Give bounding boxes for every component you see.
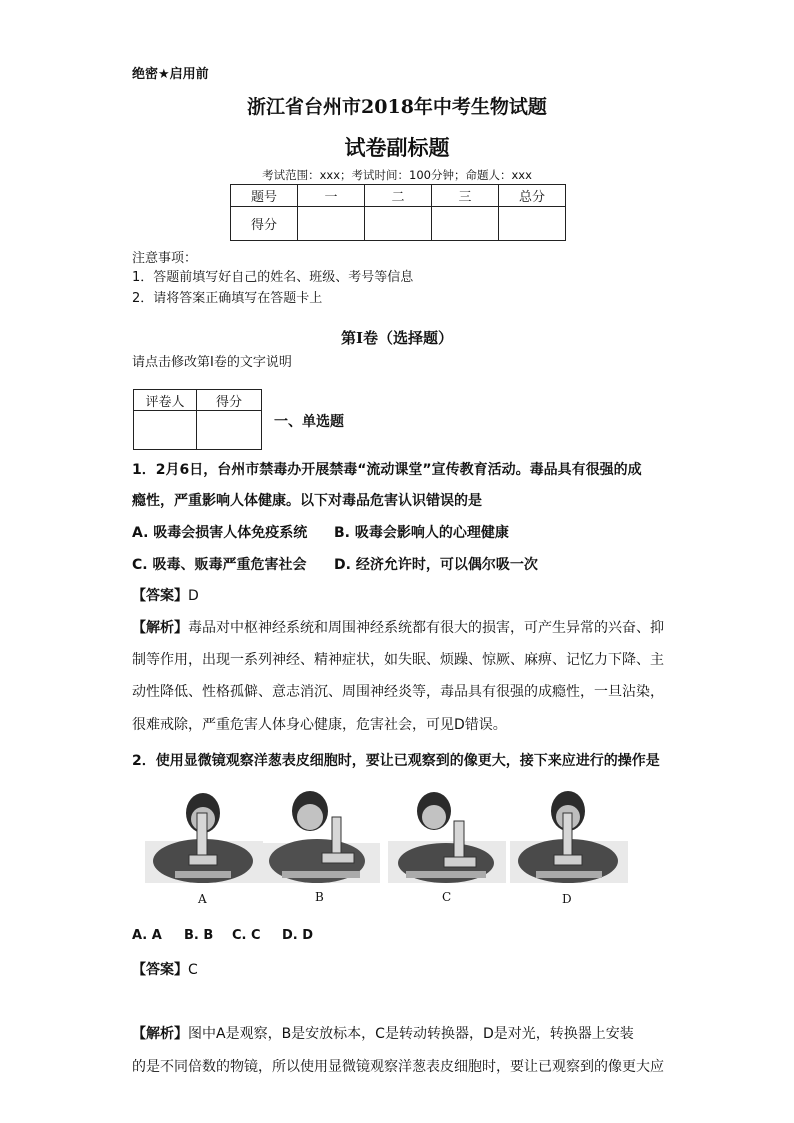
grader-table: [133, 389, 262, 450]
score-row-label: 得分: [231, 207, 298, 241]
photo-label-b: B: [315, 890, 324, 904]
question-2-analysis-line: [132, 1023, 634, 1043]
question-2-option-b[interactable]: B. B: [184, 928, 214, 943]
answer-label: 【答案】: [132, 588, 188, 604]
notice-item: 2．请将答案正确填写在答题卡上: [132, 291, 323, 306]
grader-cell[interactable]: [197, 411, 262, 450]
score-header-cell: 总分: [499, 185, 566, 207]
score-cell[interactable]: [298, 207, 365, 241]
answer-value: D: [188, 588, 199, 604]
question-2-analysis-line: 的是不同倍数的物镜，所以使用显微镜观察洋葱表皮细胞时，要让已观察到的像更大应: [132, 1059, 664, 1075]
score-header-cell: 二: [365, 185, 432, 207]
answer-label: 【答案】: [132, 962, 188, 978]
score-header-cell: 三: [432, 185, 499, 207]
analysis-text: 图中A是观察，B是安放标本，C是转动转换器，D是对光，转换器上安装: [188, 1026, 634, 1042]
question-2-answer: [132, 959, 198, 979]
question-2-stem-line: 2．使用显微镜观察洋葱表皮细胞时，要让已观察到的像更大，接下来应进行的操作是: [132, 753, 660, 769]
question-1-stem-line: 瘾性，严重影响人体健康。以下对毒品危害认识错误的是: [132, 493, 482, 509]
student-microscope-photo-a: [145, 783, 263, 883]
score-cell[interactable]: [432, 207, 499, 241]
question-1-analysis-line: [132, 617, 664, 637]
question-1-stem-line: 1．2月6日，台州市禁毒办开展禁毒“流动课堂”宣传教育活动。毒品具有很强的成: [132, 462, 642, 478]
question-1-option-a[interactable]: A. 吸毒会损害人体免疫系统: [132, 525, 308, 541]
score-cell[interactable]: [365, 207, 432, 241]
photo-label-c: C: [442, 890, 452, 904]
grader-cell[interactable]: [134, 411, 197, 450]
exam-title: 浙江省台州市2018年中考生物试题: [247, 96, 547, 118]
analysis-label: 【解析】: [132, 1026, 188, 1042]
analysis-label: 【解析】: [132, 620, 188, 636]
question-2-option-d[interactable]: D. D: [282, 928, 314, 943]
secret-label: 绝密★启用前: [132, 67, 209, 82]
notice-heading: 注意事项：: [132, 251, 198, 266]
question-2-option-a[interactable]: A. A: [132, 928, 162, 943]
grader-header-cell: 得分: [197, 390, 262, 411]
exam-info: 考试范围：xxx；考试时间：100分钟；命题人：xxx: [262, 168, 532, 182]
answer-value: C: [188, 962, 198, 978]
photo-label-a: A: [198, 892, 207, 906]
volume-description[interactable]: 请点击修改第I卷的文字说明: [132, 355, 292, 370]
score-table: [230, 184, 566, 241]
question-1-answer: [132, 585, 199, 605]
analysis-text: 毒品对中枢神经系统和周围神经系统都有很大的损害，可产生异常的兴奋、抑: [188, 620, 664, 636]
exam-subtitle: 试卷副标题: [344, 135, 450, 160]
student-microscope-photo-b: [262, 783, 380, 883]
question-1-option-c[interactable]: C. 吸毒、贩毒严重危害社会: [132, 557, 307, 573]
score-cell[interactable]: [499, 207, 566, 241]
question-2-option-c[interactable]: C. C: [232, 928, 261, 943]
volume-title: 第I卷（选择题）: [340, 329, 454, 347]
question-1-option-d[interactable]: D. 经济允许时，可以偶尔吸一次: [334, 557, 538, 573]
score-header-cell: 一: [298, 185, 365, 207]
photo-label-d: D: [562, 892, 572, 906]
score-header-cell: 题号: [231, 185, 298, 207]
section-title: 一、单选题: [274, 414, 344, 430]
notice-item: 1．答题前填写好自己的姓名、班级、考号等信息: [132, 270, 414, 285]
grader-header-cell: 评卷人: [134, 390, 197, 411]
student-microscope-photo-c: [388, 783, 506, 883]
question-1-analysis-line: 制等作用，出现一系列神经、精神症状，如失眠、烦躁、惊厥、麻痹、记忆力下降、主: [132, 652, 664, 668]
student-microscope-photo-d: [510, 783, 628, 883]
question-1-analysis-line: 动性降低、性格孤僻、意志消沉、周围神经炎等，毒品具有很强的成瘾性，一旦沾染，: [132, 684, 664, 700]
question-1-option-b[interactable]: B. 吸毒会影响人的心理健康: [334, 525, 509, 541]
question-1-analysis-line: 很难戒除，严重危害人体身心健康，危害社会，可见D错误。: [132, 717, 507, 733]
